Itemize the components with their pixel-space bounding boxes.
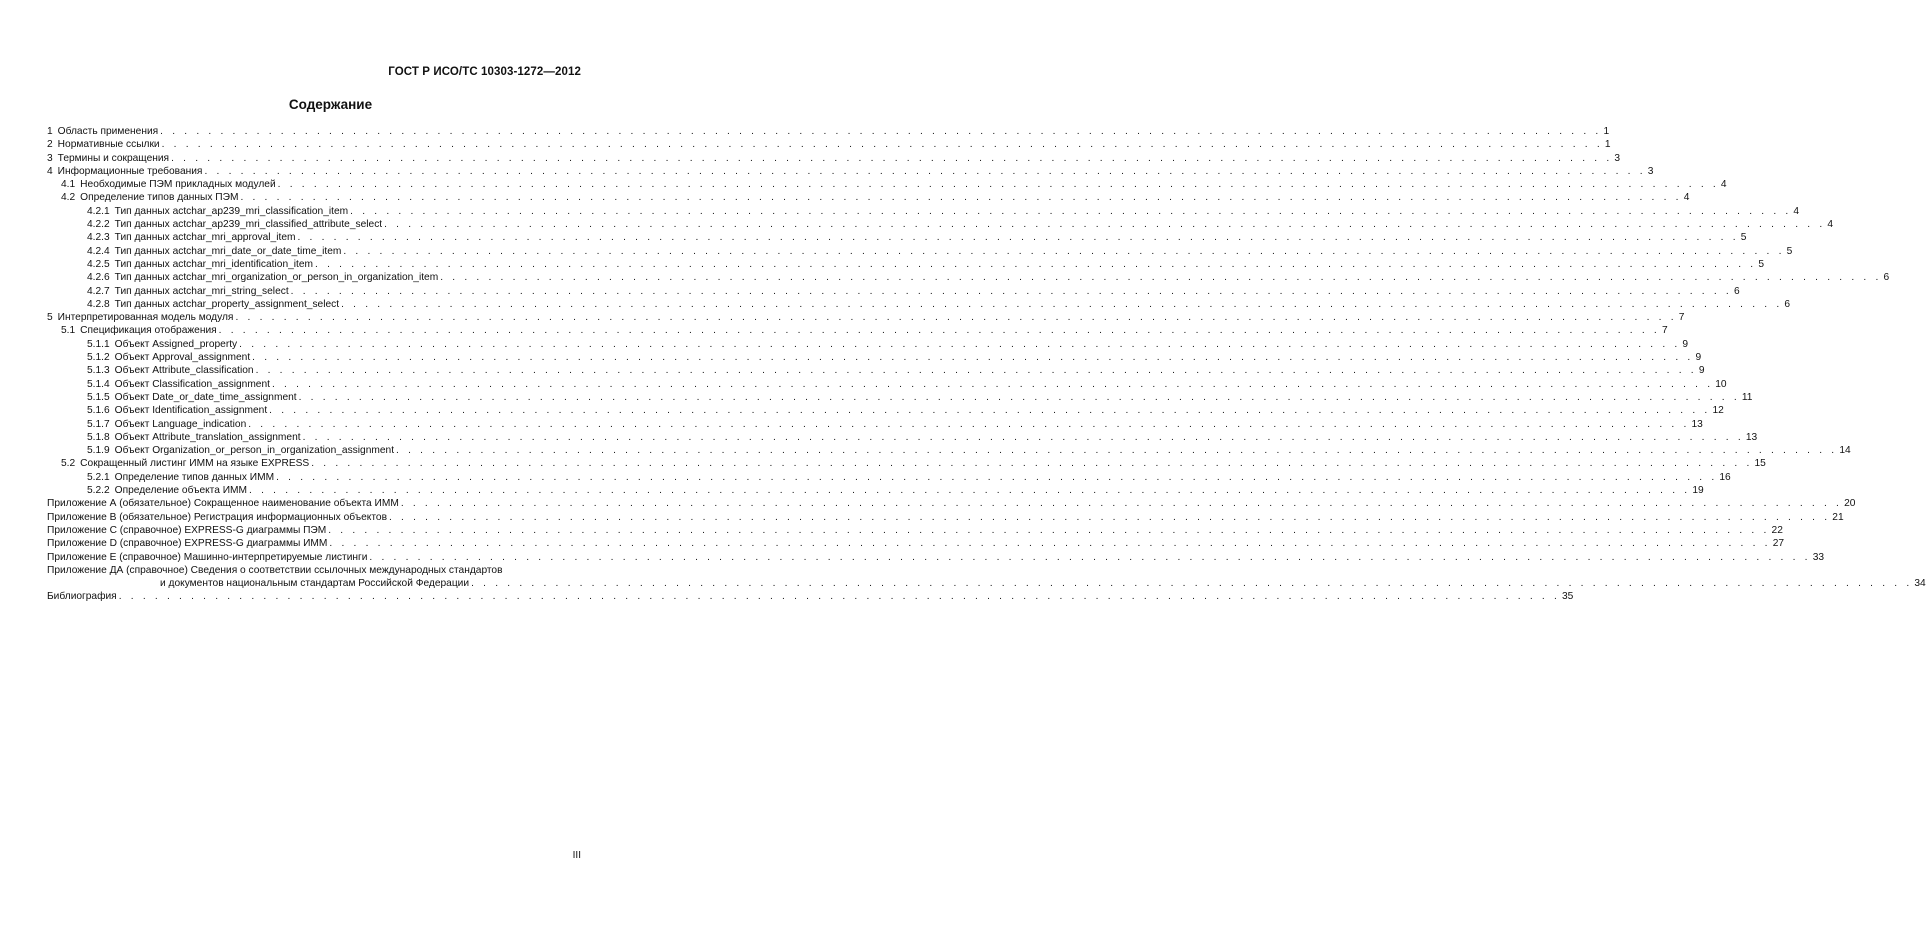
toc-entry-title: Приложение В (обязательное) Регистрация информационных объектов bbox=[47, 511, 387, 523]
toc-entry[interactable] bbox=[47, 524, 1783, 537]
toc-entry-title: Объект Organization_or_person_in_organization_assignment bbox=[114, 445, 395, 457]
toc-entry[interactable] bbox=[47, 125, 1610, 138]
toc-entry[interactable] bbox=[47, 537, 1785, 550]
toc-entry-title: Определение типов данных ПЭМ bbox=[80, 192, 239, 204]
toc-leader-dots: . . . . . . . . . . . . . . . . . . . . . . . . . . . . . . . . . . . . . . . . . . . . . . . . . . . . . . . . . . . . . . . . . . . . . . . . . . . . . . . . . . . . . . . . . . . . . . . . . . . . . . . . . . . . . . . . . . . . . . . . bbox=[302, 431, 1744, 443]
toc-leader-dots: . . . . . . . . . . . . . . . . . . . . . . . . . . . . . . . . . . . . . . . . . . . . . . . . . . . . . . . . . . . . . . . . . . . . . . . . . . . . . . . . . . . . . . . . . . . . . . . . . . . . . . . . . . . . . . . . . . . . . . . . bbox=[440, 272, 1882, 284]
toc-leader-dots: . . . . . . . . . . . . . . . . . . . . . . . . . . . . . . . . . . . . . . . . . . . . . . . . . . . . . . . . . . . . . . . . . . . . . . . . . . . . . . . . . . . . . . . . . . . . . . . . . . . . . . . . . . . . . . . . . . . . . . . . bbox=[298, 391, 1740, 403]
toc-leader-dots: . . . . . . . . . . . . . . . . . . . . . . . . . . . . . . . . . . . . . . . . . . . . . . . . . . . . . . . . . . . . . . . . . . . . . . . . . . . . . . . . . . . . . . . . . . . . . . . . . . . . . . . . . . . . . . . . . . . . . . . . bbox=[161, 139, 1603, 151]
toc-entry-title: Необходимые ПЭМ прикладных модулей bbox=[80, 179, 276, 191]
toc-leader-dots: . . . . . . . . . . . . . . . . . . . . . . . . . . . . . . . . . . . . . . . . . . . . . . . . . . . . . . . . . . . . . . . . . . . . . . . . . . . . . . . . . . . . . . . . . . . . . . . . . . . . . . . . . . . . . . . . . . . . . . . . bbox=[400, 498, 1843, 510]
toc-entry-title: Приложение С (справочное) EXPRESS-G диаграммы ПЭМ bbox=[47, 524, 327, 536]
toc-entry-page: 19 bbox=[1692, 485, 1704, 497]
toc-entry-number: 5.1.8 bbox=[87, 431, 110, 443]
toc-leader-dots: . . . . . . . . . . . . . . . . . . . . . . . . . . . . . . . . . . . . . . . . . . . . . . . . . . . . . . . . . . . . . . . . . . . . . . . . . . . . . . . . . . . . . . . . . . . . . . . . . . . . . . . . . . . . . . . . . . . . . . . . bbox=[341, 298, 1783, 310]
toc-entry[interactable] bbox=[47, 231, 1747, 244]
toc-entry-page: 7 bbox=[1661, 325, 1668, 337]
toc-entry-title: Объект Language_indication bbox=[114, 418, 247, 430]
toc-entry-page: 4 bbox=[1793, 205, 1800, 217]
toc-entry-page: 5 bbox=[1740, 232, 1747, 244]
toc-entry-number: 5.1.2 bbox=[87, 352, 110, 364]
toc-entry[interactable] bbox=[47, 165, 1654, 178]
toc-entry-title: Объект Classification_assignment bbox=[114, 378, 270, 390]
toc-entry-title: Сокращенный листинг ИММ на языке EXPRESS bbox=[80, 458, 310, 470]
toc-entry-title: Тип данных actchar_ap239_mri_classification_item bbox=[114, 205, 349, 217]
toc-entry-number: 5.1.1 bbox=[87, 338, 110, 350]
toc-entry[interactable] bbox=[47, 245, 1793, 258]
toc-entry-number: 4 bbox=[47, 165, 53, 177]
toc-entry-number: 4.2.3 bbox=[87, 232, 110, 244]
toc-entry-number: 1 bbox=[47, 126, 53, 137]
table-of-contents bbox=[47, 125, 1926, 603]
toc-entry[interactable] bbox=[47, 378, 1727, 391]
toc-entry[interactable] bbox=[47, 484, 1704, 497]
toc-entry-number: 5.1 bbox=[61, 325, 76, 337]
toc-entry-number: 2 bbox=[47, 139, 53, 151]
toc-entry-page: 6 bbox=[1733, 285, 1740, 297]
toc-entry[interactable] bbox=[47, 404, 1724, 417]
toc-leader-dots: . . . . . . . . . . . . . . . . . . . . . . . . . . . . . . . . . . . . . . . . . . . . . . . . . . . . . . . . . . . . . . . . . . . . . . . . . . . . . . . . . . . . . . . . . . . . . . . . . . . . . . . . . . . . . . . . . . . . . . . . bbox=[118, 590, 1560, 602]
toc-entry-number: 4.2.6 bbox=[87, 272, 110, 284]
toc-entry-page: 9 bbox=[1682, 338, 1689, 350]
toc-entry-title: Определение объекта ИММ bbox=[114, 485, 248, 497]
toc-entry[interactable] bbox=[47, 324, 1668, 337]
toc-entry-title: Тип данных actchar_ap239_mri_classified_attribute_select bbox=[114, 219, 383, 231]
toc-entry-title: Объект Attribute_classification bbox=[114, 365, 254, 377]
toc-entry-title: Область применения bbox=[57, 126, 159, 137]
toc-entry-page: 35 bbox=[1561, 590, 1574, 602]
toc-entry-page: 1 bbox=[1603, 126, 1610, 137]
toc-entry-title: Объект Date_or_date_time_assignment bbox=[114, 391, 297, 403]
toc-entry-number: 5.2.2 bbox=[87, 485, 110, 497]
toc-entry-number: 5.1.3 bbox=[87, 365, 110, 377]
toc-entry-title: Приложение ДА (справочное) Сведения о соответствии ссылочных международных стандартов bbox=[47, 564, 503, 576]
toc-entry-page: 4 bbox=[1827, 219, 1834, 231]
toc-leader-dots: . . . . . . . . . . . . . . . . . . . . . . . . . . . . . . . . . . . . . . . . . . . . . . . . . . . . . . . . . . . . . . . . . . . . . . . . . . . . . . . . . . . . . . . . . . . . . . . . . . . . . . . . . . . . . . . . . . . . . . . . bbox=[276, 471, 1718, 483]
toc-leader-dots: . . . . . . . . . . . . . . . . . . . . . . . . . . . . . . . . . . . . . . . . . . . . . . . . . . . . . . . . . . . . . . . . . . . . . . . . . . . . . . . . . . . . . . . . . . . . . . . . . . . . . . . . . . . . . . . . . . . . . . . . bbox=[249, 485, 1691, 497]
toc-entry-page: 14 bbox=[1839, 445, 1851, 457]
toc-entry-page: 7 bbox=[1678, 312, 1685, 324]
toc-entry[interactable] bbox=[47, 457, 1766, 470]
toc-leader-dots: . . . . . . . . . . . . . . . . . . . . . . . . . . . . . . . . . . . . . . . . . . . . . . . . . . . . . . . . . . . . . . . . . . . . . . . . . . . . . . . . . . . . . . . . . . . . . . . . . . . . . . . . . . . . . . . . . . . . . . . . bbox=[329, 538, 1771, 550]
toc-entry-title: Тип данных actchar_mri_organization_or_person_in_organization_item bbox=[114, 272, 439, 284]
toc-leader-dots: . . . . . . . . . . . . . . . . . . . . . . . . . . . . . . . . . . . . . . . . . . . . . . . . . . . . . . . . . . . . . . . . . . . . . . . . . . . . . . . . . . . . . . . . . . . . . . . . . . . . . . . . . . . . . . . . . . . . . . . . bbox=[277, 179, 1719, 191]
toc-entry[interactable] bbox=[47, 391, 1753, 404]
toc-entry-page: 3 bbox=[1614, 152, 1621, 164]
toc-entry-page: 5 bbox=[1786, 245, 1793, 257]
toc-leader-dots: . . . . . . . . . . . . . . . . . . . . . . . . . . . . . . . . . . . . . . . . . . . . . . . . . . . . . . . . . . . . . . . . . . . . . . . . . . . . . . . . . . . . . . . . . . . . . . . . . . . . . . . . . . . . . . . . . . . . . . . . bbox=[171, 152, 1613, 164]
toc-entry-number: 4.2 bbox=[61, 192, 76, 204]
toc-entry-number: 4.2.1 bbox=[87, 205, 110, 217]
toc-entry-number: 5.1.4 bbox=[87, 378, 110, 390]
toc-entry-title: Объект Approval_assignment bbox=[114, 352, 251, 364]
toc-leader-dots: . . . . . . . . . . . . . . . . . . . . . . . . . . . . . . . . . . . . . . . . . . . . . . . . . . . . . . . . . . . . . . . . . . . . . . . . . . . . . . . . . . . . . . . . . . . . . . . . . . . . . . . . . . . . . . . . . . . . . . . . bbox=[384, 219, 1826, 231]
toc-entry-title: Объект Attribute_translation_assignment bbox=[114, 431, 301, 443]
toc-entry[interactable] bbox=[47, 138, 1611, 151]
toc-entry-page: 1 bbox=[1604, 139, 1611, 151]
toc-entry-title: Информационные требования bbox=[57, 165, 203, 177]
toc-entry[interactable] bbox=[47, 205, 1800, 218]
toc-entry-page: 20 bbox=[1844, 498, 1856, 510]
toc-entry[interactable] bbox=[47, 298, 1791, 311]
toc-entry[interactable] bbox=[47, 271, 1890, 284]
toc-entry[interactable] bbox=[47, 364, 1705, 377]
toc-entry-number: 4.1 bbox=[61, 179, 76, 191]
toc-entry-title: Тип данных actchar_mri_identification_item bbox=[114, 258, 314, 270]
toc-entry-title: Определение типов данных ИММ bbox=[114, 471, 275, 483]
toc-entry-page: 13 bbox=[1691, 418, 1703, 430]
toc-entry-page: 6 bbox=[1784, 298, 1791, 310]
toc-entry[interactable] bbox=[47, 191, 1690, 204]
toc-entry[interactable] bbox=[47, 551, 1825, 564]
toc-entry-page: 6 bbox=[1883, 272, 1890, 284]
toc-leader-dots: . . . . . . . . . . . . . . . . . . . . . . . . . . . . . . . . . . . . . . . . . . . . . . . . . . . . . . . . . . . . . . . . . . . . . . . . . . . . . . . . . . . . . . . . . . . . . . . . . . . . . . . . . . . . . . . . . . . . . . . . bbox=[255, 365, 1697, 377]
toc-entry-page: 34 bbox=[1914, 577, 1926, 589]
toc-entry-number: 4.2.5 bbox=[87, 258, 110, 270]
document-header: ГОСТ Р ИСО/ТС 10303-1272—2012 bbox=[388, 66, 581, 78]
toc-leader-dots: . . . . . . . . . . . . . . . . . . . . . . . . . . . . . . . . . . . . . . . . . . . . . . . . . . . . . . . . . . . . . . . . . . . . . . . . . . . . . . . . . . . . . . . . . . . . . . . . . . . . . . . . . . . . . . . . . . . . . . . . bbox=[218, 325, 1660, 337]
toc-entry-page: 9 bbox=[1698, 365, 1705, 377]
toc-entry[interactable] bbox=[47, 418, 1703, 431]
toc-entry[interactable] bbox=[47, 471, 1731, 484]
toc-leader-dots: . . . . . . . . . . . . . . . . . . . . . . . . . . . . . . . . . . . . . . . . . . . . . . . . . . . . . . . . . . . . . . . . . . . . . . . . . . . . . . . . . . . . . . . . . . . . . . . . . . . . . . . . . . . . . . . . . . . . . . . . bbox=[389, 511, 1831, 523]
toc-entry-page: 4 bbox=[1720, 179, 1727, 191]
toc-entry-number: 5 bbox=[47, 312, 53, 324]
toc-entry-title: Тип данных actchar_mri_date_or_date_time_item bbox=[114, 245, 342, 257]
toc-entry[interactable] bbox=[47, 311, 1685, 324]
toc-entry-title: Нормативные ссылки bbox=[57, 139, 160, 151]
toc-entry[interactable] bbox=[47, 444, 1851, 457]
toc-entry-title: Объект Identification_assignment bbox=[114, 405, 268, 417]
toc-entry-title-continued: и документов национальным стандартам Российской Федерации bbox=[160, 577, 470, 589]
toc-entry-page: 13 bbox=[1745, 431, 1758, 443]
toc-entry[interactable] bbox=[47, 218, 1834, 231]
toc-entry-page: 10 bbox=[1715, 378, 1727, 390]
toc-entry-title: Термины и сокращения bbox=[57, 152, 170, 164]
toc-entry-number: 5.2 bbox=[61, 458, 76, 470]
toc-entry[interactable] bbox=[47, 285, 1740, 298]
toc-leader-dots: . . . . . . . . . . . . . . . . . . . . . . . . . . . . . . . . . . . . . . . . . . . . . . . . . . . . . . . . . . . . . . . . . . . . . . . . . . . . . . . . . . . . . . . . . . . . . . . . . . . . . . . . . . . . . . . . . . . . . . . . bbox=[235, 312, 1677, 324]
toc-entry[interactable] bbox=[47, 590, 1574, 603]
toc-entry-number: 3 bbox=[47, 152, 53, 164]
toc-entry[interactable] bbox=[47, 152, 1621, 165]
toc-leader-dots: . . . . . . . . . . . . . . . . . . . . . . . . . . . . . . . . . . . . . . . . . . . . . . . . . . . . . . . . . . . . . . . . . . . . . . . . . . . . . . . . . . . . . . . . . . . . . . . . . . . . . . . . . . . . . . . . . . . . . . . . bbox=[269, 405, 1711, 417]
toc-entry-page: 27 bbox=[1772, 538, 1785, 550]
toc-entry-page: 21 bbox=[1832, 511, 1844, 523]
toc-leader-dots: . . . . . . . . . . . . . . . . . . . . . . . . . . . . . . . . . . . . . . . . . . . . . . . . . . . . . . . . . . . . . . . . . . . . . . . . . . . . . . . . . . . . . . . . . . . . . . . . . . . . . . . . . . . . . . . . . . . . . . . . bbox=[471, 577, 1913, 589]
toc-entry-title: Приложение Е (справочное) Машинно-интерпретируемые листинги bbox=[47, 551, 368, 563]
toc-entry-title: Объект Assigned_property bbox=[114, 338, 238, 350]
toc-entry-page: 33 bbox=[1812, 551, 1825, 563]
toc-entry[interactable] bbox=[47, 178, 1727, 191]
toc-leader-dots: . . . . . . . . . . . . . . . . . . . . . . . . . . . . . . . . . . . . . . . . . . . . . . . . . . . . . . . . . . . . . . . . . . . . . . . . . . . . . . . . . . . . . . . . . . . . . . . . . . . . . . . . . . . . . . . . . . . . . . . . bbox=[239, 338, 1681, 350]
toc-entry-number: 4.2.2 bbox=[87, 219, 110, 231]
toc-leader-dots: . . . . . . . . . . . . . . . . . . . . . . . . . . . . . . . . . . . . . . . . . . . . . . . . . . . . . . . . . . . . . . . . . . . . . . . . . . . . . . . . . . . . . . . . . . . . . . . . . . . . . . . . . . . . . . . . . . . . . . . . bbox=[311, 458, 1753, 470]
toc-entry-number: 5.1.5 bbox=[87, 391, 110, 403]
toc-entry-number: 5.1.6 bbox=[87, 405, 110, 417]
toc-leader-dots: . . . . . . . . . . . . . . . . . . . . . . . . . . . . . . . . . . . . . . . . . . . . . . . . . . . . . . . . . . . . . . . . . . . . . . . . . . . . . . . . . . . . . . . . . . . . . . . . . . . . . . . . . . . . . . . . . . . . . . . . bbox=[315, 258, 1757, 270]
toc-entry[interactable] bbox=[47, 564, 1926, 590]
toc-entry-page: 12 bbox=[1712, 405, 1724, 417]
toc-leader-dots: . . . . . . . . . . . . . . . . . . . . . . . . . . . . . . . . . . . . . . . . . . . . . . . . . . . . . . . . . . . . . . . . . . . . . . . . . . . . . . . . . . . . . . . . . . . . . . . . . . . . . . . . . . . . . . . . . . . . . . . . bbox=[343, 245, 1785, 257]
toc-leader-dots: . . . . . . . . . . . . . . . . . . . . . . . . . . . . . . . . . . . . . . . . . . . . . . . . . . . . . . . . . . . . . . . . . . . . . . . . . . . . . . . . . . . . . . . . . . . . . . . . . . . . . . . . . . . . . . . . . . . . . . . . bbox=[160, 126, 1602, 137]
toc-entry-number: 4.2.8 bbox=[87, 298, 110, 310]
toc-entry-page: 5 bbox=[1758, 258, 1764, 270]
toc-entry-number: 5.1.7 bbox=[87, 418, 110, 430]
toc-leader-dots: . . . . . . . . . . . . . . . . . . . . . . . . . . . . . . . . . . . . . . . . . . . . . . . . . . . . . . . . . . . . . . . . . . . . . . . . . . . . . . . . . . . . . . . . . . . . . . . . . . . . . . . . . . . . . . . . . . . . . . . . bbox=[290, 285, 1732, 297]
toc-entry-number: 4.2.4 bbox=[87, 245, 110, 257]
toc-leader-dots: . . . . . . . . . . . . . . . . . . . . . . . . . . . . . . . . . . . . . . . . . . . . . . . . . . . . . . . . . . . . . . . . . . . . . . . . . . . . . . . . . . . . . . . . . . . . . . . . . . . . . . . . . . . . . . . . . . . . . . . . bbox=[328, 524, 1770, 536]
toc-entry[interactable] bbox=[47, 511, 1844, 524]
toc-entry-page: 11 bbox=[1741, 391, 1753, 403]
toc-entry-title: Приложение А (обязательное) Сокращенное наименование объекта ИММ bbox=[47, 498, 399, 510]
toc-entry-title: Библиография bbox=[47, 590, 117, 602]
toc-entry-title: Тип данных actchar_mri_approval_item bbox=[114, 232, 296, 244]
toc-entry[interactable] bbox=[47, 497, 1856, 510]
toc-leader-dots: . . . . . . . . . . . . . . . . . . . . . . . . . . . . . . . . . . . . . . . . . . . . . . . . . . . . . . . . . . . . . . . . . . . . . . . . . . . . . . . . . . . . . . . . . . . . . . . . . . . . . . . . . . . . . . . . . . . . . . . . bbox=[248, 418, 1690, 430]
toc-entry-page: 15 bbox=[1754, 458, 1766, 470]
toc-entry-page: 4 bbox=[1683, 192, 1690, 204]
toc-entry-page: 3 bbox=[1647, 165, 1654, 177]
toc-entry[interactable] bbox=[47, 338, 1689, 351]
toc-entry-number: 4.2.7 bbox=[87, 285, 110, 297]
toc-entry[interactable] bbox=[47, 351, 1702, 364]
toc-entry-number: 5.2.1 bbox=[87, 471, 110, 483]
toc-leader-dots: . . . . . . . . . . . . . . . . . . . . . . . . . . . . . . . . . . . . . . . . . . . . . . . . . . . . . . . . . . . . . . . . . . . . . . . . . . . . . . . . . . . . . . . . . . . . . . . . . . . . . . . . . . . . . . . . . . . . . . . . bbox=[369, 551, 1811, 563]
toc-leader-dots: . . . . . . . . . . . . . . . . . . . . . . . . . . . . . . . . . . . . . . . . . . . . . . . . . . . . . . . . . . . . . . . . . . . . . . . . . . . . . . . . . . . . . . . . . . . . . . . . . . . . . . . . . . . . . . . . . . . . . . . . bbox=[297, 232, 1739, 244]
toc-entry-number: 5.1.9 bbox=[87, 445, 110, 457]
toc-leader-dots: . . . . . . . . . . . . . . . . . . . . . . . . . . . . . . . . . . . . . . . . . . . . . . . . . . . . . . . . . . . . . . . . . . . . . . . . . . . . . . . . . . . . . . . . . . . . . . . . . . . . . . . . . . . . . . . . . . . . . . . . bbox=[204, 165, 1646, 177]
toc-entry-title: Приложение D (справочное) EXPRESS-G диаграммы ИММ bbox=[47, 538, 328, 550]
toc-entry-page: 16 bbox=[1719, 471, 1731, 483]
toc-entry-page: 9 bbox=[1695, 352, 1702, 364]
toc-entry-title: Тип данных actchar_property_assignment_select bbox=[114, 298, 340, 310]
toc-entry[interactable] bbox=[47, 258, 1764, 271]
toc-leader-dots: . . . . . . . . . . . . . . . . . . . . . . . . . . . . . . . . . . . . . . . . . . . . . . . . . . . . . . . . . . . . . . . . . . . . . . . . . . . . . . . . . . . . . . . . . . . . . . . . . . . . . . . . . . . . . . . . . . . . . . . . bbox=[396, 445, 1838, 457]
toc-leader-dots: . . . . . . . . . . . . . . . . . . . . . . . . . . . . . . . . . . . . . . . . . . . . . . . . . . . . . . . . . . . . . . . . . . . . . . . . . . . . . . . . . . . . . . . . . . . . . . . . . . . . . . . . . . . . . . . . . . . . . . . . bbox=[350, 205, 1792, 217]
toc-entry-title: Интерпретированная модель модуля bbox=[57, 312, 234, 324]
toc-entry[interactable] bbox=[47, 431, 1758, 444]
page-title: Содержание bbox=[288, 97, 373, 112]
toc-leader-dots: . . . . . . . . . . . . . . . . . . . . . . . . . . . . . . . . . . . . . . . . . . . . . . . . . . . . . . . . . . . . . . . . . . . . . . . . . . . . . . . . . . . . . . . . . . . . . . . . . . . . . . . . . . . . . . . . . . . . . . . . bbox=[271, 378, 1714, 390]
toc-leader-dots: . . . . . . . . . . . . . . . . . . . . . . . . . . . . . . . . . . . . . . . . . . . . . . . . . . . . . . . . . . . . . . . . . . . . . . . . . . . . . . . . . . . . . . . . . . . . . . . . . . . . . . . . . . . . . . . . . . . . . . . . bbox=[240, 192, 1682, 204]
toc-entry-title: Тип данных actchar_mri_string_select bbox=[114, 285, 289, 297]
toc-entry-title: Спецификация отображения bbox=[80, 325, 217, 337]
toc-leader-dots: . . . . . . . . . . . . . . . . . . . . . . . . . . . . . . . . . . . . . . . . . . . . . . . . . . . . . . . . . . . . . . . . . . . . . . . . . . . . . . . . . . . . . . . . . . . . . . . . . . . . . . . . . . . . . . . . . . . . . . . . bbox=[252, 352, 1694, 364]
page-number: III bbox=[572, 850, 581, 861]
toc-entry-page: 22 bbox=[1771, 524, 1783, 536]
